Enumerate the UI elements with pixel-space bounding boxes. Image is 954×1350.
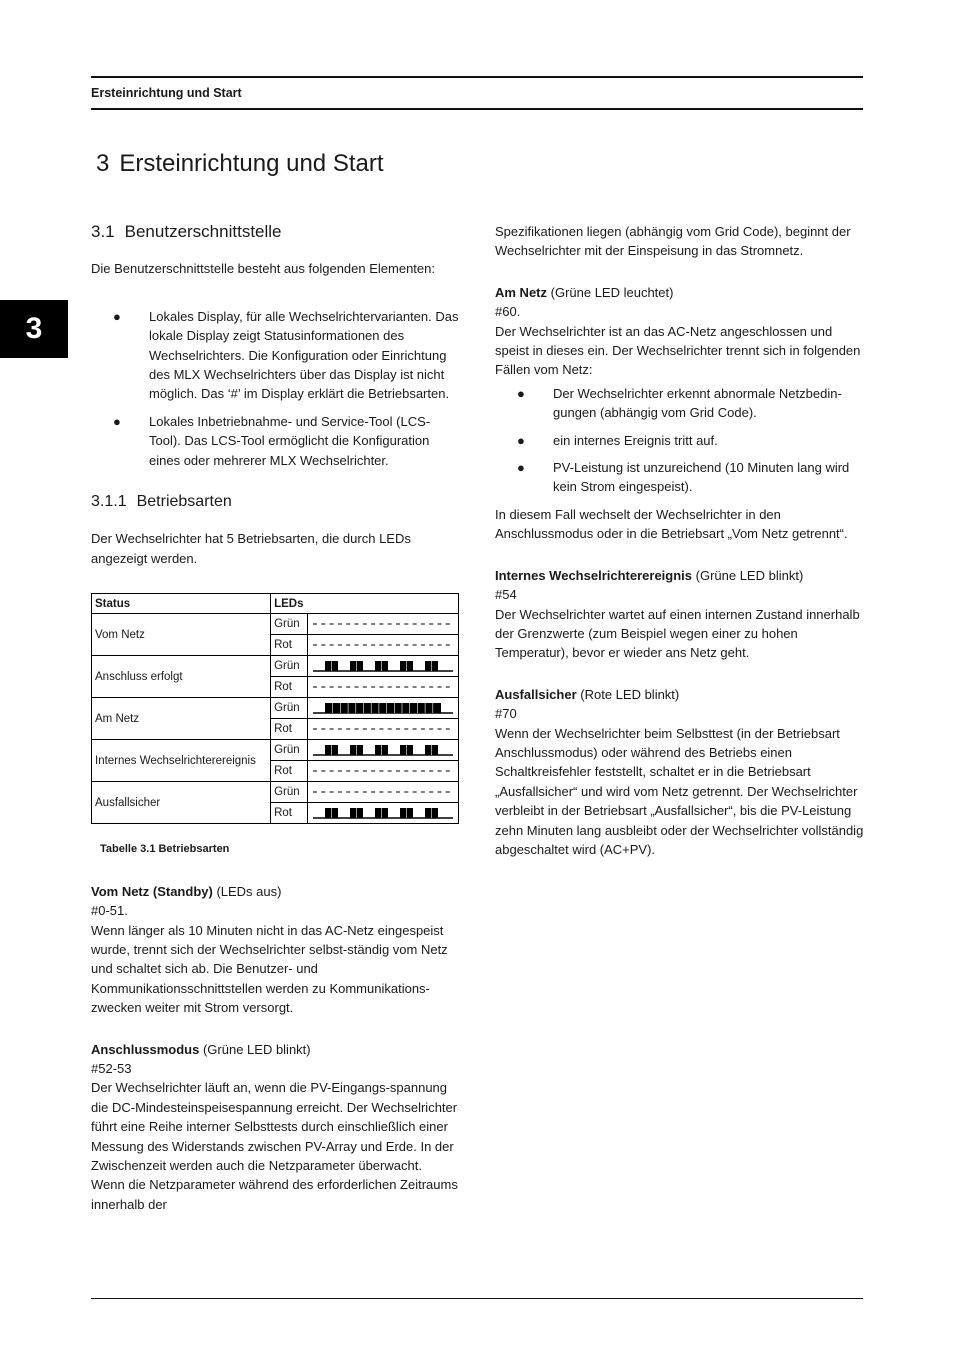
led-green-label: Grün <box>271 614 308 635</box>
led-pattern-off <box>311 679 455 695</box>
led-green-label: Grün <box>271 698 308 719</box>
mode-code: #70 <box>495 706 517 722</box>
led-pattern-blink <box>311 742 455 758</box>
led-green-label: Grün <box>271 656 308 677</box>
running-header: Ersteinrichtung und Start <box>91 86 242 100</box>
list-item-text: Lokales Inbetriebnahme- und Service-Tool (LCS-Tool). Das LCS-Tool ermöglicht die Konfiguration eines oder mehrerer MLX Wechselrichter. <box>149 413 431 468</box>
chapter-title <box>96 150 384 178</box>
mode-anschluss <box>91 1040 459 1059</box>
led-green-pattern <box>308 614 459 635</box>
status-cell: Vom Netz <box>92 614 271 656</box>
section-title: Benutzerschnittstelle <box>124 222 282 241</box>
mode-description: Der Wechselrichter wartet auf einen internen Zustand innerhalb der Grenzwerte (zum Beispiel wegen einer zu hohen Temperatur), bevor er wieder ans Netz geht. <box>495 606 860 661</box>
led-red-label: Rot <box>271 677 308 698</box>
chapter-tab: 3 <box>0 300 68 358</box>
mode-code: #54 <box>495 587 517 603</box>
ui-elements-list <box>91 307 459 470</box>
list-item <box>495 458 865 497</box>
subsection-title: Betriebsarten <box>136 493 232 511</box>
header-bottom-rule <box>91 108 863 110</box>
led-pattern-off <box>311 721 455 737</box>
list-item-text: ein internes Ereignis tritt auf. <box>553 432 718 448</box>
subsection-intro: Der Wechselrichter hat 5 Betriebsarten, die durch LEDs angezeigt werden. <box>91 531 411 566</box>
disconnect-cases-list <box>495 384 865 497</box>
status-cell: Anschluss erfolgt <box>92 656 271 698</box>
mode-description: Der Wechselrichter läuft an, wenn die PV-Eingangs-spannung die DC-Mindesteinspeisespannung erreicht. Der Wechselrichter führt eine Reihe interner Selbsttests durch einschließlich einer Messung des Widerstands zwischen PV-Array und Erde. In der Zwischenzeit werden auch die Netzparameter überwacht. Wenn die Netzparameter während des erforderlichen Zeitraums innerhalb der <box>91 1080 458 1212</box>
led-green-pattern <box>308 740 459 761</box>
led-pattern-blink <box>311 805 455 821</box>
led-green-label: Grün <box>271 782 308 803</box>
led-red-label: Rot <box>271 761 308 782</box>
mode-am-netz <box>495 283 865 302</box>
right-column <box>495 222 865 859</box>
mode-title: Ausfallsicher <box>495 686 577 702</box>
mode-led-state: (Grüne LED leuchtet) <box>547 284 674 300</box>
led-green-label: Grün <box>271 740 308 761</box>
table-row <box>92 698 459 719</box>
status-cell: Ausfallsicher <box>92 782 271 824</box>
led-pattern-off <box>311 763 455 779</box>
table-header-row <box>92 594 459 614</box>
mode-title: Am Netz <box>495 284 548 300</box>
led-pattern-on <box>311 700 455 716</box>
mode-title: Anschlussmodus <box>91 1041 200 1057</box>
bullet-icon: ● <box>517 385 525 401</box>
led-red-label: Rot <box>271 635 308 656</box>
led-red-label: Rot <box>271 719 308 740</box>
chapter-number: 3 <box>96 150 110 177</box>
led-red-pattern <box>308 719 459 740</box>
list-item <box>91 307 459 404</box>
mode-ausfall <box>495 685 865 704</box>
table-row <box>92 740 459 761</box>
led-pattern-off <box>311 784 455 800</box>
table-header-status: Status <box>92 594 271 614</box>
led-red-pattern <box>308 677 459 698</box>
led-pattern-off <box>311 616 455 632</box>
led-green-pattern <box>308 782 459 803</box>
mode-led-state: (Grüne LED blinkt) <box>199 1041 311 1057</box>
list-item-text: PV-Leistung ist unzureichend (10 Minuten lang wird kein Strom eingespeist). <box>553 460 850 495</box>
bullet-icon: ● <box>517 460 525 476</box>
mode-led-state: (Grüne LED blinkt) <box>692 567 804 583</box>
table-row <box>92 614 459 635</box>
led-pattern-blink <box>311 658 455 674</box>
table-header-leds: LEDs <box>271 594 459 614</box>
mode-code: #60. <box>495 304 521 320</box>
mode-intern <box>495 566 865 585</box>
led-red-pattern <box>308 635 459 656</box>
mode-led-state: (Rote LED blinkt) <box>576 686 680 702</box>
bullet-icon: ● <box>113 308 121 324</box>
section-number: 3.1 <box>91 222 115 241</box>
mode-vom-netz <box>91 882 459 901</box>
table-row <box>92 656 459 677</box>
mode-title: Vom Netz (Standby) <box>91 883 213 899</box>
mode-description: Wenn der Wechselrichter beim Selbsttest (in der Betriebsart Anschlussmodus) oder während des Betriebs einen Schaltkreisfehler feststellt, schaltet er in die Betriebsart „Ausfallsicher“ und wird vom Netz getrennt. Der Wechselrichter verbleibt in der Betriebsart „Ausfallsicher“, bis die PV-Leistung zehn Minuten lang ausbleibt oder der Wechselrichter vollständig abgeschaltet wird (AC+PV). <box>495 725 864 857</box>
mode-led-state: (LEDs aus) <box>212 883 282 899</box>
table-caption: Tabelle 3.1 Betriebsarten <box>100 843 230 856</box>
led-red-pattern <box>308 761 459 782</box>
mode-after-text: In diesem Fall wechselt der Wechselrichter in den Anschlussmodus oder in die Betriebsart „Vom Netz getrennt“. <box>495 506 848 542</box>
bullet-icon: ● <box>517 432 525 448</box>
left-column <box>91 222 459 1214</box>
header-top-rule <box>91 76 863 78</box>
led-red-pattern <box>308 803 459 824</box>
subsection-number: 3.1.1 <box>91 493 127 511</box>
led-green-pattern <box>308 656 459 677</box>
mode-description: Der Wechselrichter ist an das AC-Netz angeschlossen und speist in dieses ein. Der Wechselrichter trennt sich in folgenden Fällen vom Netz: <box>495 323 861 378</box>
led-green-pattern <box>308 698 459 719</box>
chapter-title-text: Ersteinrichtung und Start <box>119 150 384 177</box>
list-item <box>495 384 865 423</box>
modes-table <box>91 593 459 824</box>
mode-code: #0-51. <box>91 903 128 919</box>
led-pattern-off <box>311 637 455 653</box>
list-item <box>495 431 865 450</box>
led-red-label: Rot <box>271 803 308 824</box>
list-item-text: Der Wechselrichter erkennt abnormale Netzbedin-gungen (abhängig vom Grid Code). <box>553 385 842 421</box>
mode-description-continued: Spezifikationen liegen (abhängig vom Grid Code), beginnt der Wechselrichter mit der Einspeisung in das Stromnetz. <box>495 224 851 259</box>
list-item-text: Lokales Display, für alle Wechselrichtervarianten. Das lokale Display zeigt Statusinformationen des Wechselrichters. Die Konfiguration oder Einrichtung des MLX Wechselrichters über das Display ist nicht möglich. Das ‘#’ im Display erklärt die Betriebsarten. <box>149 308 459 402</box>
table-body <box>92 614 459 824</box>
section-intro: Die Benutzerschnittstelle besteht aus folgenden Elementen: <box>91 261 435 277</box>
mode-description: Wenn länger als 10 Minuten nicht in das AC-Netz eingespeist wurde, trennt sich der Wechselrichter selbst-ständig vom Netz und schaltet sich ab. Die Benutzer- und Kommunikationsschnittstellen werden zu Kommunikations-zwecken weiter mit Strom versorgt. <box>91 922 448 1016</box>
list-item <box>91 412 459 470</box>
status-cell: Am Netz <box>92 698 271 740</box>
mode-title: Internes Wechselrichterereignis <box>495 567 693 583</box>
mode-code: #52-53 <box>91 1060 132 1076</box>
footer-rule <box>91 1298 863 1299</box>
subsection-heading <box>91 492 459 511</box>
section-heading <box>91 222 459 241</box>
table-row <box>92 782 459 803</box>
status-cell: Internes Wechselrichterereignis <box>92 740 271 782</box>
bullet-icon: ● <box>113 413 121 429</box>
